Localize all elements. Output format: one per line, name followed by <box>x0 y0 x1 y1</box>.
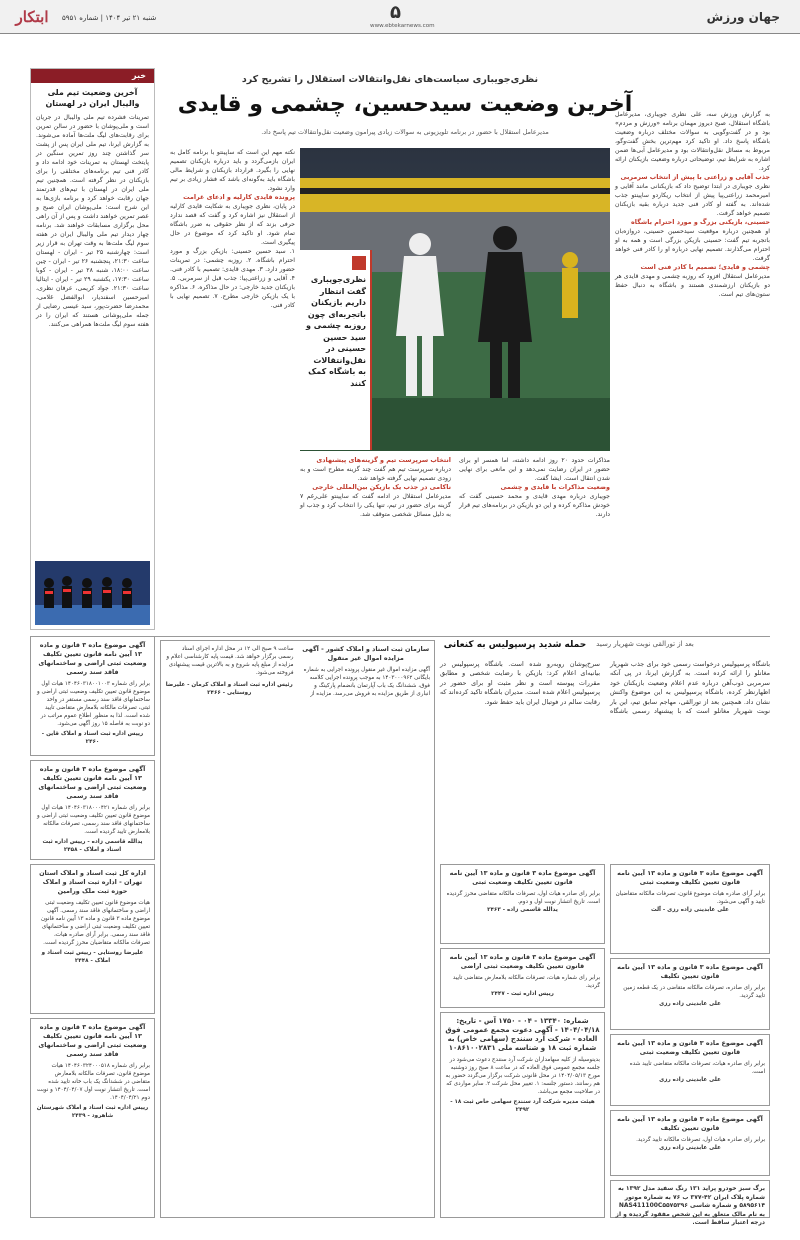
ad-2 <box>30 760 155 860</box>
ad-11 <box>610 1034 770 1106</box>
page-number: ۵ <box>390 2 401 23</box>
ad-4-footer: رییس اداره ثبت اسناد و املاک شهرستان شاهرود - ۲۴۳۹ <box>36 1105 149 1119</box>
ad-3 <box>30 864 155 1014</box>
quote-icon <box>352 256 366 270</box>
article-col3-p2: جویباری درباره مهدی قایدی و محمد حسینی گفت که خودش مذاکره کرده و این دو بازیکن در برنامه‌های تیم قرار دارند. <box>459 493 610 518</box>
sidebar-title: آخرین وضعیت تیم ملی والیبال ایران در لهستان <box>45 88 140 108</box>
ad-2-footer: یدالله قاسمی زاده - رییس اداره ثبت اسناد و املاک - ۲۴۵۸ <box>42 839 143 853</box>
ad-3-title: اداره کل ثبت اسناد و املاک استان تهران - اداره ثبت اسناد و املاک حوزه ثبت ملک ورامین <box>39 869 146 895</box>
article-subhead-6: انتخاب سرپرست تیم و گزینه‌های پیشنهادی <box>316 456 451 464</box>
ad-9-footer: علی عابدینی زاده رزی - آلت <box>651 907 729 913</box>
site-url[interactable]: www.ebtekarnews.com <box>370 23 435 29</box>
article-col3-p4: مدیرعامل استقلال در ادامه گفت که ساپینتو علی‌رغم ۷ گزینه برای حضور در تیم، تنها یکی را انتخاب کرد و جذب او به دلیل مسائل شخصی متوقف شد. <box>300 493 451 518</box>
ad-11-body: برابر رای صادره هیات، تصرفات مالکانه متقاضی تایید شده است. <box>629 1061 765 1075</box>
ad-3-body: هیات موضوع قانون تعیین تکلیف وضعیت ثبتی اراضی و ساختمانهای فاقد سند رسمی. آگهی موضوع ماده ۳ قانون و ماده ۱۳ آیین نامه قانون تعیین تکلیف وضعیت ثبتی اراضی و ساختمانهای فاقد سند رسمی. برابر آرای صادره هیات، تصرفات مالکانه متقاضیان محرز گردیده است. <box>40 900 150 946</box>
ad-11-title: آگهی موضوع ماده ۳ قانون و ماده ۱۳ آیین نامه قانون تعیین تکلیف وضعیت ثبتی <box>617 1039 763 1056</box>
ad-4 <box>30 1018 155 1218</box>
ad-2-body: برابر رای شماره ۱۴۰۴۶۰۳۱۸۰۰۰۴۲۱ هیات اول موضوع قانون تعیین تکلیف وضعیت ثبتی اراضی و ساختمانهای فاقد سند رسمی، تصرفات مالکانه بلامعارض تایید گردیده است. <box>37 805 150 835</box>
ad-8-assembly <box>440 1012 605 1218</box>
article-col3 <box>300 456 610 630</box>
ad-7-title: آگهی موضوع ماده ۳ قانون و ماده ۱۳ آیین نامه قانون تعیین تکلیف وضعیت ثبتی اراضی <box>449 953 596 970</box>
article-col1-p2: نظری جویباری در ابتدا توضیح داد که بازیکنانی مانند آقایی و امیرمحمد زراعتی‌پیا پیش از انتخاب ریکاردو ساپینتو جذب شده‌اند. به گفته او کادر فنی جدید درباره بقیه بازیکنان تصمیم خواهد گرفت. <box>615 183 770 217</box>
ad-6-title: آگهی موضوع ماده ۳ قانون و ماده ۱۳ آیین نامه قانون تعیین تکلیف وضعیت ثبتی <box>449 869 596 886</box>
ad-8-title: شماره: ۱۳۳۴۰ - ۰۴ - ۱۷۵۰ آس - تاریخ: ۱۴۰۴/۰۴/۱۸ - آگهی دعوت مجمع عمومی فوق العاده - شرکت آرد سنندج (سهامی خاص) به شماره ثبت ۱۸ و شناسه ملی ۱۰۸۶۱۰۰۲۸۳۱ <box>445 1017 600 1052</box>
ad-1-body: برابر رای شماره ۱۴۰۴۶۰۳۱۸۰۰۱۰۰۳ هیات اول موضوع قانون تعیین تکلیف وضعیت ثبتی اراضی و ساختمانهای فاقد سند رسمی مستقر در واحد ثبتی، تصرفات مالکانه بلامعارض متقاضی تایید شده است. لذا به منظور اطلاع عموم مراتب در دو نوبت به فاصله ۱۵ روز آگهی می‌شود. <box>37 681 150 727</box>
issue-date: شنبه ۲۱ تیر ۱۴۰۴ | شماره ۵۹۵۱ <box>62 14 157 22</box>
sidebar-body: تمرینات فشرده تیم ملی والیبال در جریان است و ملی‌پوشان با حضور در سالن تمرین برای رقابت‌های لیگ ملت‌ها آماده می‌شوند. به گزارش ایرنا، تیم ملی ایران پس از پشت سر گذاشتن چند روز تمرین سنگین در پایتخت لهستان به تمرینات خود ادامه داد و کادر فنی تیم برنامه‌های مختلفی را برای بازیکنان در نظر گرفته است. همچنین تیم ملی ایران در لهستان با تیم‌های قدرتمند جهان رقابت خواهد کرد و برنامه بازی‌ها به این شرح است: ملی‌پوشان ایران صبح و عصر تمرین خواهند داشت و پس از آن راهی محل برگزاری مسابقات خواهند شد. برنامه چهار دیدار تیم ملی والیبال ایران در هفته سوم لیگ ملت‌ها به وقت تهران به قرار زیر است: چهارشنبه ۲۵ تیر - ایران - لهستان ساعت ۲۱:۳۰، پنجشنبه ۲۶ تیر - ایران - چین ساعت ۱۸:۰۰، شنبه ۲۸ تیر - ایران - کوبا ساعت ۱۷:۳۰، یکشنبه ۲۹ تیر - ایران - ایتالیا ساعت ۲۱:۳۰. جواد کریمی، عرفان نظری، امیرحسین اسفندیار، ابوالفضل غلامی، محمدرضا حضرت‌پور، سید عیسی رضایی از جمله ملی‌پوشانی هستند که ایران را در هفته سوم لیگ ملت‌ها همراهی می‌کنند. <box>36 114 149 328</box>
sidebar-tag: خبر <box>31 69 154 83</box>
article-col2 <box>170 148 295 630</box>
ad-7-body: برابر رای شماره هیات، تصرفات مالکانه بلامعارض متقاضی تایید گردید. <box>452 975 600 989</box>
article-col1-intro: به گزارش ورزش سه، علی نظری جویباری، مدیرعامل باشگاه استقلال، صبح دیروز مهمان برنامه «ورزش و مردم» بود و در گفت‌وگویی به سوالات مختلف درباره وضعیت باشگاه پاسخ داد. او تاکید کرد مهم‌ترین بخش گفت‌وگو، مربوط به مسائل نقل‌وانتقالات بود و مدیرعامل آبی‌ها ضمن اشاره به شرایط تیم، توضیحاتی درباره وضعیت بازیکنان ارائه کرد. <box>615 111 770 172</box>
article-col3-p3: درباره سرپرست تیم هم گفت چند گزینه مطرح است و به زودی تصمیم نهایی گرفته خواهد شد. <box>300 466 451 482</box>
sidebar-news <box>30 68 155 630</box>
feature-kicker: بعد از تورالقی نوبت شهریار رسید <box>596 640 694 648</box>
ad-3-footer: علیرضا روستایی - رییس ثبت اسناد و املاک - ۲۴۴۸ <box>41 950 144 964</box>
feature-body: باشگاه پرسپولیس درخواست رسمی خود برای جذب شهریار مغانلو را ارائه کرده است. به گزارش ایرنا، در پی آنکه سرمربی ذوب‌آهن درباره عدم اعلام وضعیت بازیکنان خود اظهارنظر کرده، باشگاه پرسپولیس به این موضوع واکنش نشان داد. همچنین بعد از تورالقی، مهاجم سابق تیم، این بار نوبت شهریار مغانلو است که با پیشنهاد رسمی باشگاه سرخ‌پوشان روبه‌رو شده است. باشگاه پرسپولیس در بیانیه‌ای اعلام کرد: بازیکن با رضایت شخصی و مطابق مقررات پیوسته است و نظر مثبت او برای حضور در پرسپولیس اعلام شده است. مدیران باشگاه تاکید کرده‌اند که رقابت سالم در فوتبال ایران باید حفظ شود. <box>440 660 770 716</box>
headline-lead: مدیرعامل استقلال با حضور در برنامه تلویزیونی به سوالات زیادی پیرامون وضعیت نقل‌وانتقالات تیم پاسخ داد. <box>261 128 549 136</box>
ad-9 <box>610 864 770 954</box>
ad-6-footer: یدالله قاسمی زاده - ۲۴۶۳ <box>487 907 558 913</box>
ad-10 <box>610 958 770 1030</box>
article-subhead-4: پرونده قایدی کارلیه و ادعای غرامت <box>183 193 295 201</box>
ad-5-title: سازمان ثبت اسناد و املاک کشور - آگهی مزایده اموال غیر منقول <box>302 645 430 662</box>
article-subhead-1: جذب آقایی و زراعتی با پیش از انتخاب سرمربی <box>620 173 770 181</box>
ad-10-title: آگهی موضوع ماده ۳ قانون و ماده ۱۳ آیین نامه قانون تعیین تکلیف <box>617 963 763 980</box>
article-subhead-7: ناکامی در جذب یک بازیکن بین‌المللی خارجی <box>312 483 451 491</box>
ad-7 <box>440 948 605 1008</box>
article-col2-list: ۱. سید حسین حسینی: بازیکن بزرگ و مورد احترام باشگاه. ۲. روزبه چشمی: در تمرینات حضور دارد. ۳. مهدی قایدی: تصمیم با کادر فنی. ۴. آقایی و زراعتی‌پیا: جذب قبل از سرمربی. ۵. بازیکنان جدید خارجی: در حال مذاکره. ۶. مذاکره با یک بازیکن خارجی مطرح. ۷. تصمیم نهایی با کادر فنی. <box>170 248 296 309</box>
logo: ابتکار <box>15 8 49 26</box>
ad-12 <box>610 1110 770 1176</box>
article-subhead-2: حسینی، بازیکنی بزرگ و مورد احترام باشگاه <box>631 218 770 226</box>
ad-12-body: برابر رای صادره هیات اول، تصرفات مالکانه تایید گردید. <box>636 1137 765 1143</box>
ad-12-footer: علی عابدینی زاده رزی <box>659 1145 721 1151</box>
article-col2-p2: در پایان، نظری جویباری به شکایت قایدی کارلیه از استقلال نیز اشاره کرد و گفت که قصد ندارد حرفی بزند که از نظر حقوقی به ضرر باشگاه تمام شود. او تاکید کرد که موضوع در حال پیگیری است. <box>170 203 295 246</box>
article-subhead-5: وضعیت مذاکرات با قایدی و چشمی <box>500 483 610 491</box>
photo-caption-text: نظری‌جویباری گفت انتظار داریم بازیکنان باتجربه‌ای چون روزبه چشمی و سید حسین حسینی در نقل‌وانتقالات به باشگاه کمک کنند <box>306 275 366 388</box>
ad-7-footer: رییس اداره ثبت - ۲۴۴۷ <box>491 991 554 997</box>
ad-10-body: برابر رای صادره، تصرفات مالکانه متقاضی در یک قطعه زمین تایید گردید. <box>623 985 765 999</box>
headline-kicker: نظری‌جویباری سیاست‌های نقل‌وانتقالات استقلال را تشریح کرد <box>241 74 539 85</box>
ad-12-title: آگهی موضوع ماده ۳ قانون و ماده ۱۳ آیین نامه قانون تعیین تکلیف <box>617 1115 763 1132</box>
ad-8-body: بدینوسیله از کلیه سهامداران شرکت آرد سنندج دعوت می‌شود در جلسه مجمع عمومی فوق العاده که در ساعت ۸ صبح روز دوشنبه مورخ ۱۴۰۴/۰۵/۱۳ در محل قانونی شرکت برگزار می‌گردد حضور به هم رسانند. دستور جلسه: ۱. تغییر محل شرکت ۲. سایر مواردی که در صلاحیت مجمع می‌باشد. <box>445 1057 600 1095</box>
headline-title: آخرین وضعیت سیدحسین، چشمی و قایدی <box>177 92 633 117</box>
ad-2-title: آگهی موضوع ماده ۳ قانون و ماده ۱۳ آیین نامه قانون تعیین تکلیف وضعیت ثبتی اراضی و ساختمانهای فاقد سند رسمی <box>38 765 147 800</box>
ad-1 <box>30 636 155 756</box>
feature-title: حمله شدید پرسپولیس به کنعانی <box>443 640 587 650</box>
ad-6-body: برابر رای صادره هیات اول، تصرفات مالکانه متقاضی محرز گردیده است. تاریخ انتشار نوبت اول و دوم. <box>446 891 600 905</box>
ad-5-footer: رئیس اداره ثبت اسناد و املاک کرمان - علیرضا روستایی - ۲۴۶۶ <box>165 682 293 696</box>
article-col3-p1: مذاکرات حدود ۲۰ روز ادامه داشته، اما همسر او برای حضور در ایران رضایت نمی‌دهد و این مانعی برای نهایی شدن انتقال است. ایشا گفت. <box>459 457 610 482</box>
ad-4-title: آگهی موضوع ماده ۳ قانون و ماده ۱۳ آیین نامه قانون تعیین تکلیف وضعیت ثبتی اراضی و ساختمانهای فاقد سند رسمی <box>38 1023 147 1058</box>
article-subhead-3: چشمی و قایدی؛ تصمیم با کادر فنی است <box>640 263 770 271</box>
article-col1-p3: او همچنین درباره موقعیت سیدحسین حسینی، دروازه‌بان باتجربه تیم گفت: حسینی بازیکن بزرگی است و همه به او احترام می‌گذارند. تصمیم نهایی درباره او را کادر فنی خواهد گرفت. <box>615 228 770 262</box>
lost-document-text: برگ سبز خودرو پراید ۱۳۱ رنگ سفید مدل ۱۳۹۲ به شماره پلاک ایران ۴۲-۳۷۷ ب ۷۶ به شماره موتور ۵۸۹۵۶۱۴ و شماره شاسی NAS411100C۵۵۷۵۳۹۶ به نام مالک متعلق به این شخص مفقود گردیده و از درجه اعتبار ساقط است. <box>615 1185 765 1226</box>
ad-5 <box>160 640 435 1218</box>
ad-1-footer: رییس اداره ثبت اسناد و املاک قاین - ۲۴۶۰ <box>41 731 144 745</box>
photo-caption <box>300 250 372 450</box>
ad-9-title: آگهی موضوع ماده ۳ قانون و ماده ۱۳ آیین نامه قانون تعیین تکلیف وضعیت ثبتی <box>617 869 763 886</box>
article-col1 <box>615 110 770 630</box>
page-header <box>0 0 800 34</box>
section-title: جهان ورزش <box>706 10 780 24</box>
ad-9-body: برابر آرای صادره هیات موضوع قانون، تصرفات مالکانه متقاضیان تایید و آگهی می‌شود. <box>615 891 765 905</box>
lost-document-notice <box>610 1180 770 1226</box>
ad-10-footer: علی عابدینی زاده رزی <box>659 1001 721 1007</box>
ad-11-footer: علی عابدینی زاده رزی <box>659 1077 721 1083</box>
article-col2-p1: نکته مهم این است که ساپینتو با برنامه کامل به ایران بازمی‌گردد و باید درباره بازیکنان تصمیم نهایی را بگیرد. قرارداد بازیکنان و شرایط مالی باشگاه باید به‌گونه‌ای باشد که فشار زیادی بر تیم وارد نشود. <box>170 149 295 192</box>
ad-4-body: برابر رای شماره ۱۴۰۴۶۰۳۲۴۰۰۰۵۱۸ هیات موضوع قانون، تصرفات مالکانه بلامعارض متقاضی در ششدانگ یک باب خانه تایید شده است. تاریخ انتشار نوبت اول ۱۴۰۴/۰۴/۰۷ و نوبت دوم ۱۴۰۴/۰۴/۲۱. <box>36 1063 150 1101</box>
volleyball-photo <box>35 561 150 625</box>
ad-8-footer: هیئت مدیره شرکت آرد سنندج سهامی خاص ثبت ۱۸ - ۲۴۹۲ <box>450 1099 595 1113</box>
ad-1-title: آگهی موضوع ماده ۳ قانون و ماده ۱۳ آیین نامه قانون تعیین تکلیف وضعیت ثبتی اراضی و ساختمانهای فاقد سند رسمی <box>38 641 147 676</box>
article-col1-p4: مدیرعامل استقلال افزود که روزبه چشمی و مهدی قایدی هر دو بازیکنان ارزشمندی هستند و باشگاه به دنبال حفظ ستون‌های تیم است. <box>615 273 770 298</box>
ad-5-body: آگهی مزایده اموال غیر منقول پرونده اجرایی به شماره بایگانی ۱۴۰۳۰۰۰۹۶۲ به موجب پرونده اجرایی کلاسه فوق، ششدانگ یک باب آپارتمان بانضمام پارکینگ و انباری از طریق مزایده به فروش می‌رسد. مزایده از ساعت ۹ صبح الی ۱۲ در محل اداره اجرای اسناد رسمی برگزار خواهد شد. قیمت پایه کارشناسی اعلام و مزایده از مبلغ پایه شروع و به بالاترین قیمت پیشنهادی فروخته می‌شود. <box>166 646 430 697</box>
ad-6 <box>440 864 605 944</box>
